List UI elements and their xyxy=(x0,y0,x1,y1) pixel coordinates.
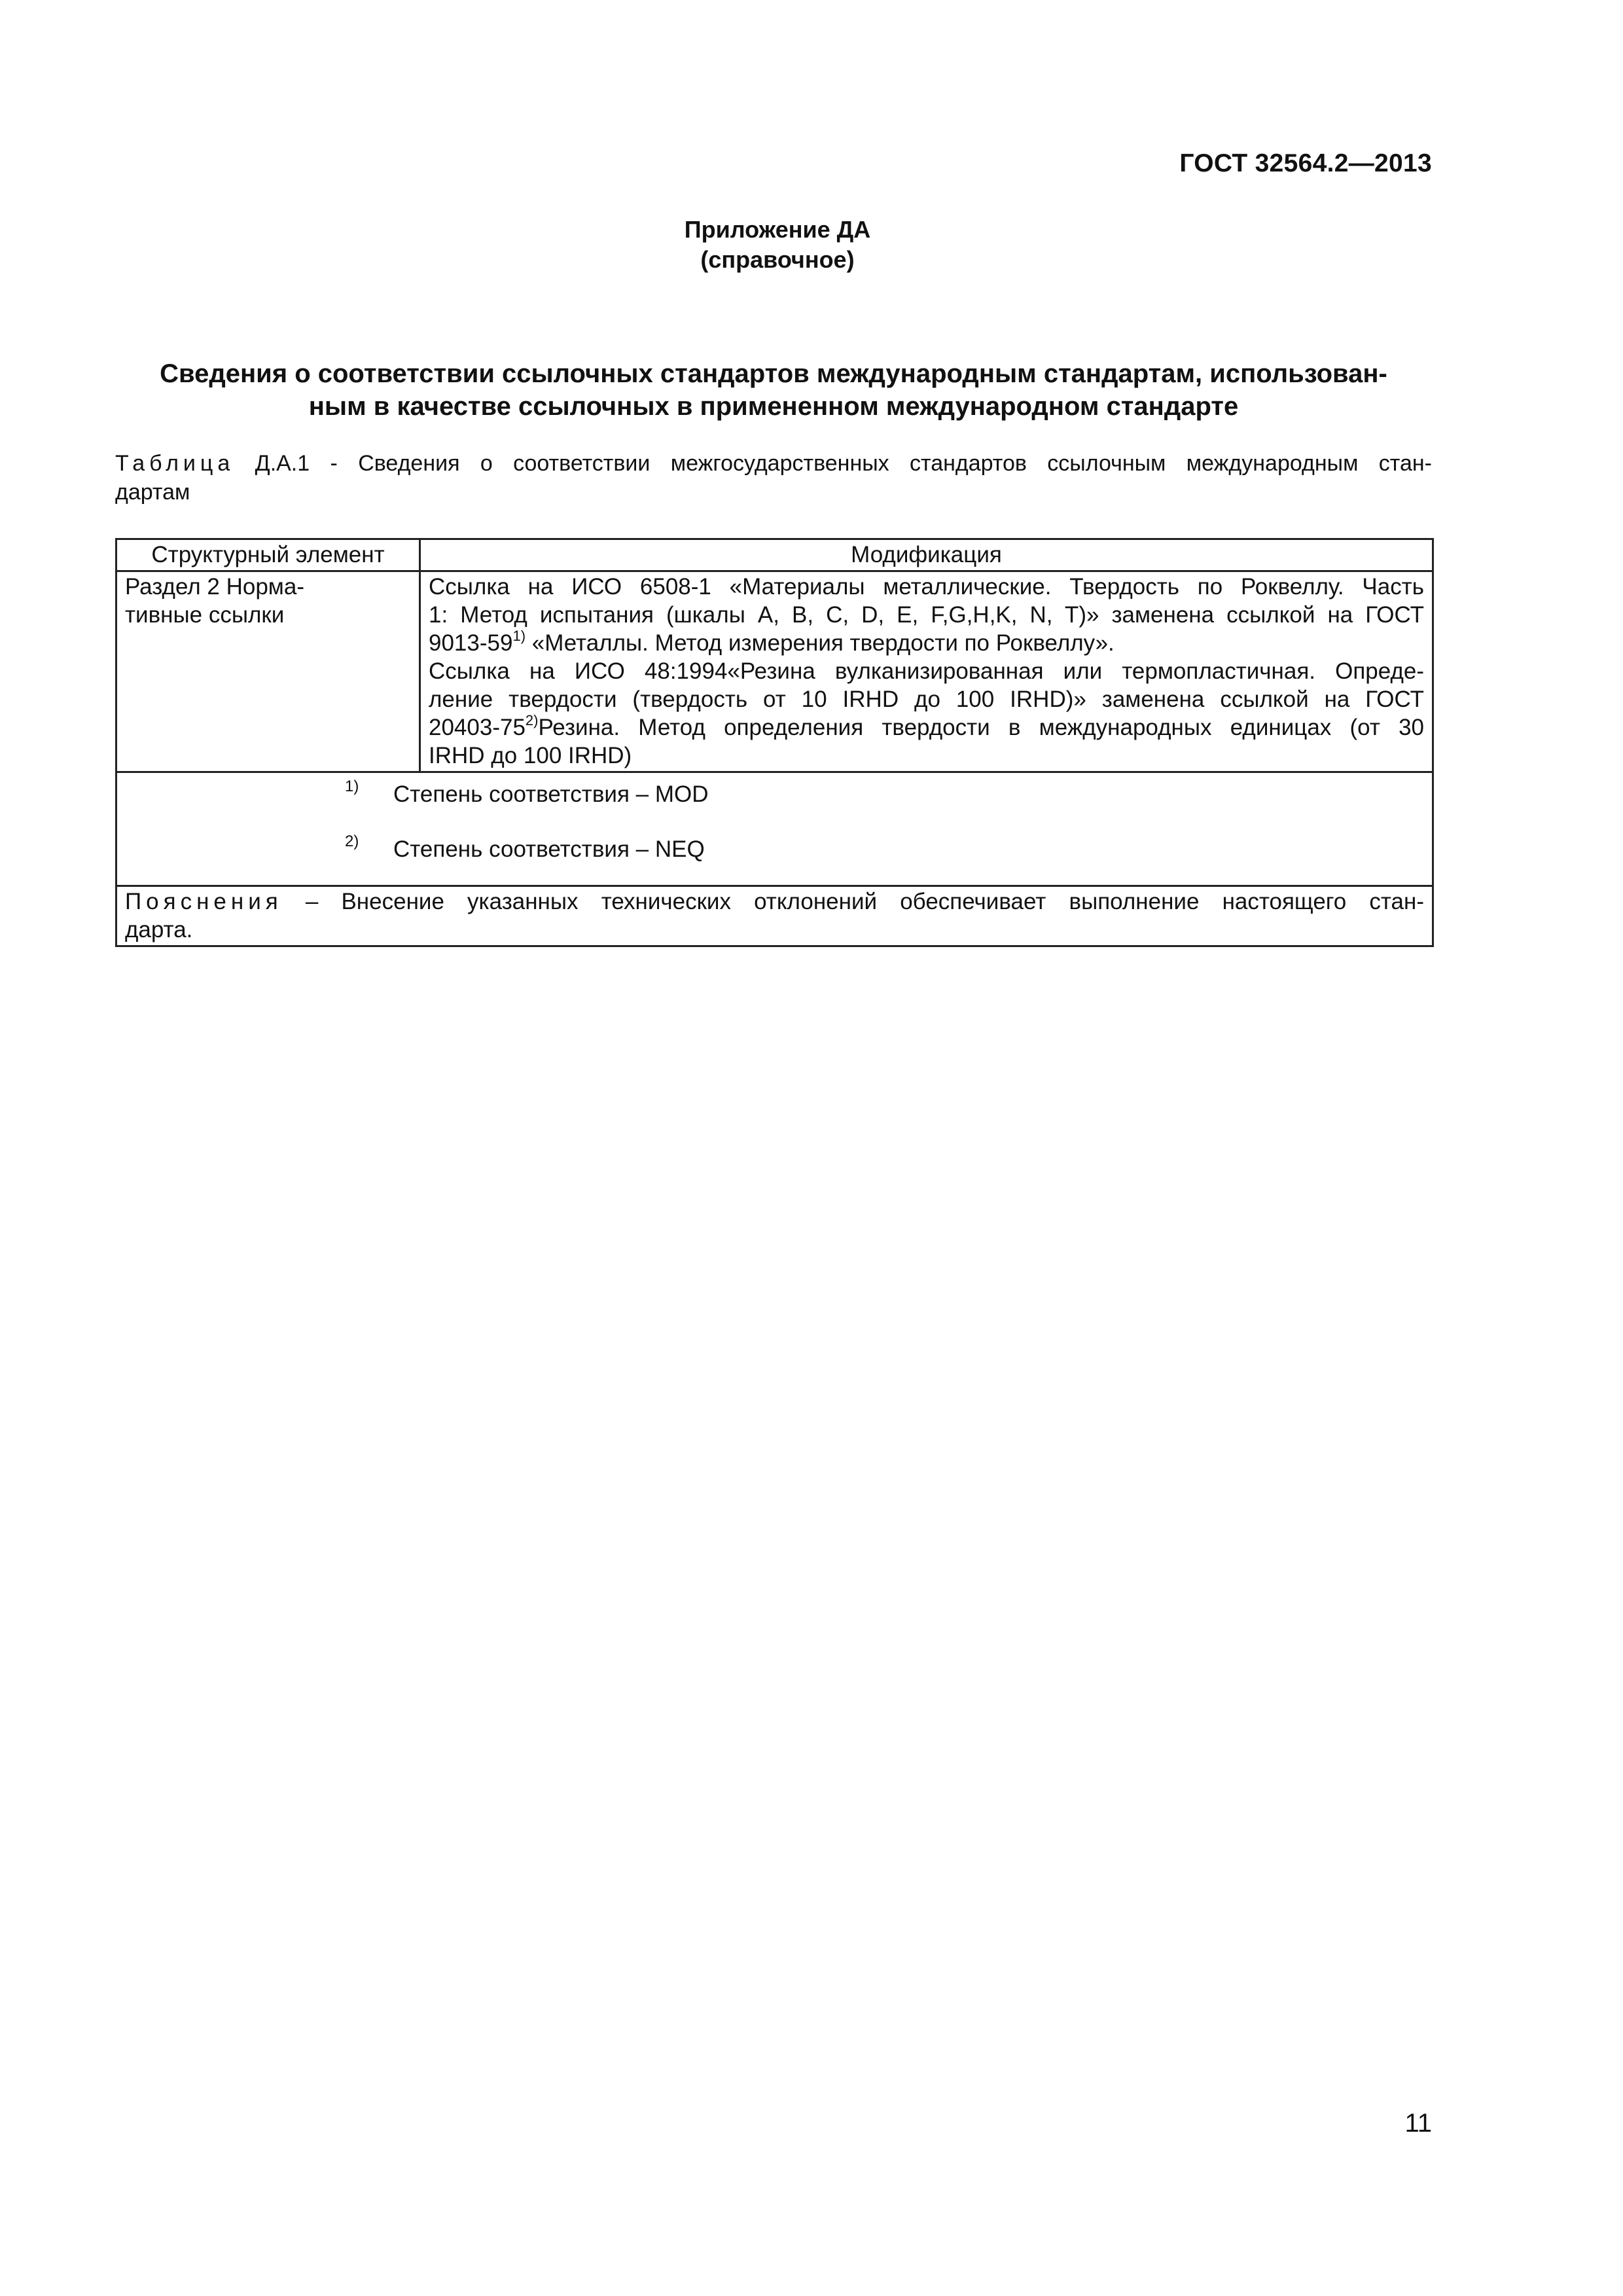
note-line-2: дарта. xyxy=(125,917,193,942)
column-header-element: Структурный элемент xyxy=(116,539,420,571)
correspondence-table xyxy=(115,538,1434,947)
element-line-1: Раздел 2 Норма- xyxy=(125,574,304,600)
modification-line-3 xyxy=(429,629,1424,657)
modification-cell xyxy=(420,571,1433,772)
table-caption-label: Таблица xyxy=(115,451,235,476)
note-text: – Внесение указанных технических отклонений обеспечивает выполнение настоящего стан- xyxy=(282,889,1424,914)
modification-line-2: 1: Метод испытания (шкалы A, B, C, D, E, F,G,H,K, N, T)» заменена ссылкой на ГОСТ xyxy=(429,602,1424,628)
section-title-line-1: Сведения о соответствии ссылочных стандартов международным стандартам, использован- xyxy=(160,359,1387,388)
gost-20403-ref: 20403-75 xyxy=(429,715,526,740)
appendix-title: Приложение ДА xyxy=(684,216,871,243)
section-title-line-2: ным в качестве ссылочных в примененном международном стандарте xyxy=(308,392,1239,421)
note-line-1 xyxy=(125,888,1424,916)
footnote-2-text: Степень соответствия – NEQ xyxy=(393,836,705,862)
note-cell xyxy=(116,886,1433,946)
modification-line-4: Ссылка на ИСО 48:1994«Резина вулканизированная или термопластичная. Опреде- xyxy=(429,658,1424,684)
page-number: 11 xyxy=(1404,2109,1432,2138)
table-caption-line-2: дартам xyxy=(115,480,190,505)
footnote-1-mark: 1) xyxy=(345,778,359,795)
modification-line-5: ление твердости (твердость от 10 IRHD до 100 IRHD)» заменена ссылкой на ГОСТ xyxy=(429,687,1424,712)
modification-line-6 xyxy=(429,713,1424,742)
gost-20403-title: Резина. Метод определения твердости в международных единицах (от 30 xyxy=(538,715,1424,740)
note-label: Пояснения xyxy=(125,889,283,914)
footnote-1-text: Степень соответствия – MOD xyxy=(393,781,709,807)
footnote-ref-2: 2) xyxy=(525,712,539,729)
note-row xyxy=(116,886,1433,946)
column-header-modification: Модификация xyxy=(420,539,1433,571)
footnote-2 xyxy=(125,829,1424,884)
footnote-ref-1: 1) xyxy=(512,628,526,645)
appendix-heading xyxy=(0,215,1555,275)
footnote-1 xyxy=(125,774,1424,829)
document-code: ГОСТ 32564.2—2013 xyxy=(1179,149,1432,177)
gost-9013-title: «Металлы. Метод измерения твердости по Роквеллу». xyxy=(526,630,1115,656)
structural-element-cell xyxy=(116,571,420,772)
footnotes-row xyxy=(116,772,1433,886)
table-header-row xyxy=(116,539,1433,571)
table-caption-line-1 xyxy=(115,449,1432,478)
element-line-2: тивные ссылки xyxy=(125,602,285,628)
section-title xyxy=(115,357,1432,423)
modification-line-1: Ссылка на ИСО 6508-1 «Материалы металлические. Твердость по Роквеллу. Часть xyxy=(429,574,1424,600)
table-caption xyxy=(115,449,1432,507)
appendix-kind: (справочное) xyxy=(700,246,855,273)
gost-9013-ref: 9013-59 xyxy=(429,630,513,656)
modification-line-7: IRHD до 100 IRHD) xyxy=(429,743,632,768)
table-caption-text: Д.А.1 - Сведения о соответствии межгосударственных стандартов ссылочным международным стан- xyxy=(234,451,1432,476)
footnote-2-mark: 2) xyxy=(345,833,359,850)
footnotes-cell xyxy=(116,772,1433,886)
table-row xyxy=(116,571,1433,772)
